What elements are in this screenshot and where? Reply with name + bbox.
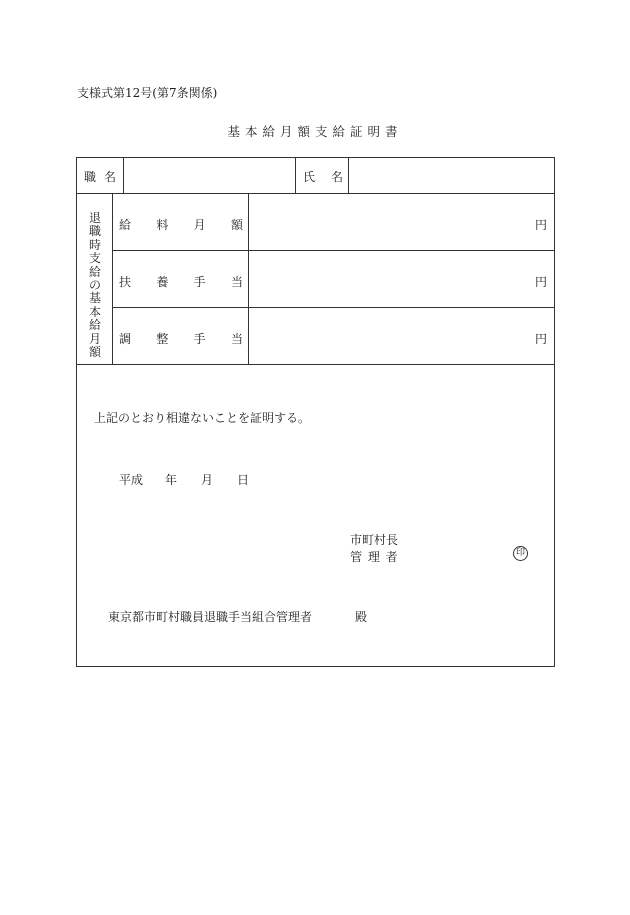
salary-monthly-amount-field[interactable]: [257, 216, 527, 232]
date-era: 平成: [119, 473, 144, 487]
name-label-char-1: 氏: [303, 170, 316, 184]
row-divider-header: [77, 193, 554, 194]
document-title: 基本給月額支給証明書: [227, 124, 403, 139]
job-title-label-char-1: 職: [84, 170, 97, 184]
adjustment-allowance-label-char-3: 手: [193, 332, 206, 346]
addressee: 東京都市町村職員退職手当組合管理者: [108, 610, 313, 624]
dependent-allowance-label-char-3: 手: [193, 275, 206, 289]
dependent-allowance-yen-unit: 円: [534, 275, 547, 289]
name-label-char-2: 名: [330, 170, 343, 184]
job-title-label: [84, 168, 116, 185]
col-divider-job-label: [123, 158, 124, 193]
dependent-allowance-label-char-1: 扶: [119, 275, 132, 289]
dependent-allowance-label: [119, 273, 243, 290]
seal-mark: 印: [513, 546, 528, 561]
name-field[interactable]: [355, 168, 545, 184]
salary-monthly-label: [119, 216, 243, 233]
date-month-unit: 月: [201, 473, 214, 487]
adjustment-allowance-amount-field[interactable]: [257, 330, 527, 346]
salary-monthly-yen-unit: 円: [534, 218, 547, 232]
salary-monthly-label-char-2: 料: [156, 218, 169, 232]
honorific: 殿: [355, 610, 368, 624]
dependent-allowance-label-char-2: 養: [156, 275, 169, 289]
date-day-unit: 日: [237, 473, 250, 487]
dependent-allowance-label-char-4: 当: [230, 275, 243, 289]
salary-monthly-label-char-3: 月: [193, 218, 206, 232]
col-divider-name-label: [348, 158, 349, 193]
issuer-manager: 管 理 者: [350, 550, 399, 564]
name-label: [303, 168, 343, 185]
dependent-allowance-amount-field[interactable]: [257, 273, 527, 289]
date-year-unit: 年: [165, 473, 178, 487]
section-label-basic-salary-at-retirement: 退職時支給の基本給月額: [88, 211, 101, 360]
job-title-field[interactable]: [129, 168, 289, 184]
row-divider-2: [112, 307, 554, 308]
salary-monthly-label-char-1: 給: [119, 218, 132, 232]
issuer-title: 市町村長: [350, 533, 399, 547]
form-number: 支様式第12号(第7条関係): [77, 86, 218, 100]
certification-statement: 上記のとおり相違ないことを証明する。: [94, 411, 311, 425]
job-title-label-char-2: 名: [103, 170, 116, 184]
adjustment-allowance-label-char-4: 当: [230, 332, 243, 346]
adjustment-allowance-label-char-2: 整: [156, 332, 169, 346]
adjustment-allowance-label: [119, 330, 243, 347]
adjustment-allowance-label-char-1: 調: [119, 332, 132, 346]
salary-monthly-label-char-4: 額: [230, 218, 243, 232]
col-divider-name-box: [295, 158, 296, 193]
col-divider-section: [112, 193, 113, 364]
col-divider-amount: [248, 193, 249, 364]
certificate-form: [76, 157, 555, 667]
row-divider-1: [112, 250, 554, 251]
adjustment-allowance-yen-unit: 円: [534, 332, 547, 346]
row-divider-section: [77, 364, 554, 365]
